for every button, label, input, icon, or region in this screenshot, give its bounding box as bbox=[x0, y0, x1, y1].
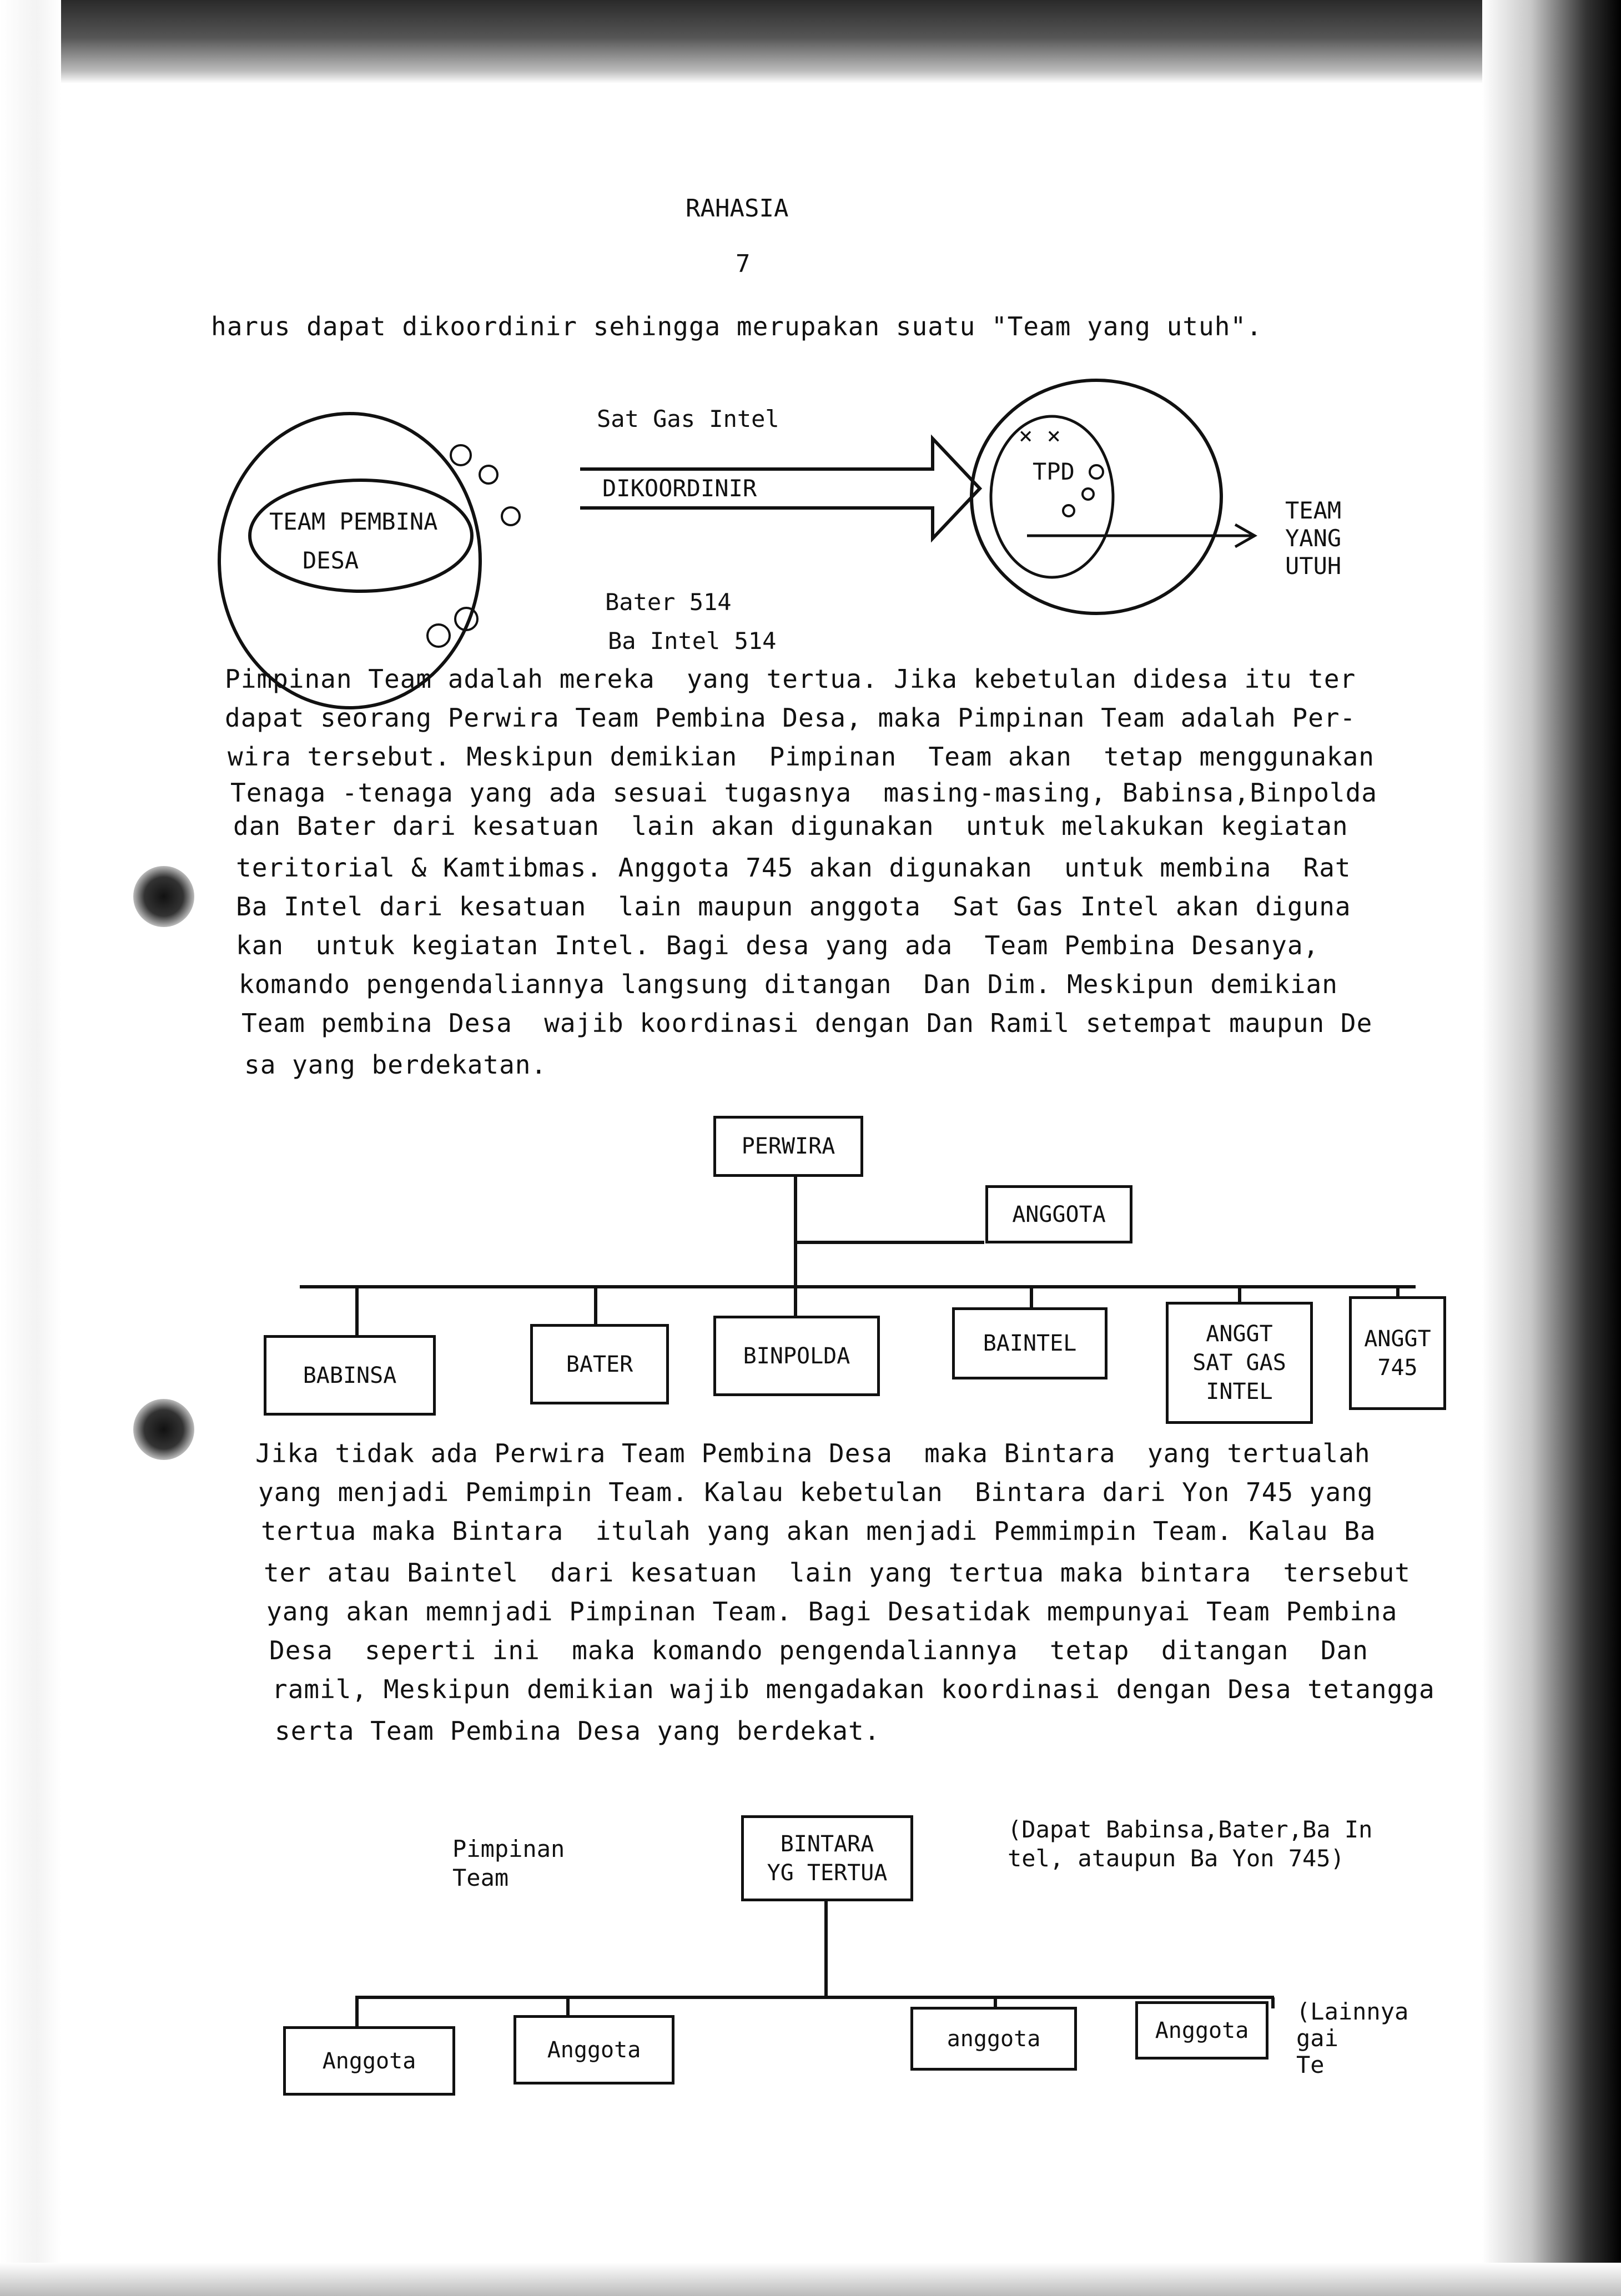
diagram1-left-label-1: TEAM PEMBINA bbox=[269, 508, 438, 535]
diagram1-crosses: × × bbox=[1019, 422, 1061, 449]
org1-child-box: BABINSA bbox=[264, 1335, 436, 1416]
org2-child-box: anggota bbox=[910, 2007, 1077, 2071]
org1-child-box: BAINTEL bbox=[952, 1307, 1107, 1379]
org2-left-label: Pimpinan Team bbox=[452, 1835, 565, 1891]
org2-child-box: Anggota bbox=[1135, 2001, 1268, 2060]
org1-connector bbox=[355, 1287, 359, 1337]
diagram1-arrow-label-top: Sat Gas Intel bbox=[597, 405, 779, 432]
paragraph1-line: wira tersebut. Meskipun demikian Pimpinan Team akan tetap menggunakan bbox=[228, 742, 1375, 772]
diagram1-arrow-label-inner: DIKOORDINIR bbox=[602, 475, 757, 502]
org2-connector bbox=[355, 1996, 1274, 1999]
org1-child-box: ANGGT SAT GAS INTEL bbox=[1166, 1302, 1313, 1424]
paragraph1-line: Ba Intel dari kesatuan lain maupun anggota Sat Gas Intel akan diguna bbox=[236, 892, 1351, 922]
paragraph1-line: Team pembina Desa wajib koordinasi dengan Dan Ramil setempat maupun De bbox=[241, 1008, 1373, 1038]
org1-child-box: BINPOLDA bbox=[713, 1316, 880, 1396]
paragraph2-line: ter atau Baintel dari kesatuan lain yang tertua maka bintara tersebut bbox=[264, 1558, 1411, 1588]
paragraph1-line: dan Bater dari kesatuan lain akan digunakan untuk melakukan kegiatan bbox=[233, 811, 1348, 841]
org1-connector bbox=[796, 1241, 984, 1244]
paragraph1-line: teritorial & Kamtibmas. Anggota 745 akan digunakan untuk membina Rat bbox=[236, 853, 1351, 883]
page-number: 7 bbox=[736, 250, 751, 278]
org2-connector bbox=[824, 1901, 828, 1998]
paragraph2-line: Desa seperti ini maka komando pengendaliannya tetap ditangan Dan bbox=[269, 1635, 1368, 1665]
paragraph2-line: yang akan memnjadi Pimpinan Team. Bagi Desatidak mempunyai Team Pembina bbox=[266, 1597, 1398, 1627]
diagram1-result-label-1: TEAM bbox=[1285, 497, 1342, 524]
org1-anggota-box: ANGGOTA bbox=[985, 1185, 1132, 1243]
org1-connector bbox=[594, 1287, 597, 1326]
paragraph2-line: ramil, Meskipun demikian wajib mengadakan koordinasi dengan Desa tetangga bbox=[272, 1674, 1435, 1704]
org1-connector bbox=[300, 1285, 1416, 1288]
classification-header: RAHASIA bbox=[686, 194, 789, 223]
paragraph2-line: Jika tidak ada Perwira Team Pembina Desa maka Bintara yang tertualah bbox=[255, 1438, 1371, 1468]
intro-line: harus dapat dikoordinir sehingga merupakan suatu "Team yang utuh". bbox=[211, 311, 1262, 341]
diagram1-result-label-2: YANG bbox=[1285, 525, 1342, 552]
paragraph1-line: kan untuk kegiatan Intel. Bagi desa yang ada Team Pembina Desanya, bbox=[236, 930, 1320, 960]
org2-connector bbox=[355, 1997, 359, 2028]
diagram1-under-label-1: Bater 514 bbox=[605, 588, 732, 616]
org2-child-box: Anggota bbox=[514, 2015, 674, 2084]
org1-connector bbox=[794, 1287, 797, 1317]
org1-connector bbox=[1238, 1287, 1241, 1303]
paragraph1-line: sa yang berdekatan. bbox=[244, 1050, 547, 1080]
org1-child-box: ANGGT 745 bbox=[1349, 1296, 1446, 1410]
org2-note: (Dapat Babinsa,Bater,Ba In tel, ataupun Ba Yon 745) bbox=[1008, 1816, 1373, 1872]
paragraph2-line: serta Team Pembina Desa yang berdekat. bbox=[275, 1716, 880, 1746]
diagram1-left-label-2: DESA bbox=[303, 547, 359, 574]
org1-child-box: BATER bbox=[530, 1324, 669, 1404]
org1-perwira-box: PERWIRA bbox=[713, 1116, 863, 1177]
paragraph2-line: yang menjadi Pemimpin Team. Kalau kebetulan Bintara dari Yon 745 yang bbox=[258, 1477, 1373, 1507]
diagram1-under-label-2: Ba Intel 514 bbox=[608, 627, 777, 654]
paragraph1-line: dapat seorang Perwira Team Pembina Desa, maka Pimpinan Team adalah Per- bbox=[225, 703, 1356, 733]
paragraph1-line: Pimpinan Team adalah mereka yang tertua. Jika kebetulan didesa itu ter bbox=[225, 664, 1356, 694]
diagram1-right-label: TPD bbox=[1033, 458, 1075, 485]
diagram1-result-label-3: UTUH bbox=[1285, 552, 1342, 580]
paragraph1-line: komando pengendaliannya langsung ditangan Dan Dim. Meskipun demikian bbox=[239, 969, 1338, 999]
org2-connector bbox=[1271, 1997, 1275, 2008]
org2-bintara-box: BINTARA YG TERTUA bbox=[741, 1815, 913, 1901]
org1-connector bbox=[794, 1177, 797, 1291]
org2-trailing-note: (Lainnya gai Te bbox=[1296, 1998, 1409, 2078]
org2-child-box: Anggota bbox=[283, 2026, 455, 2096]
paragraph1-line: Tenaga -tenaga yang ada sesuai tugasnya masing-masing, Babinsa,Binpolda bbox=[230, 778, 1377, 808]
paragraph2-line: tertua maka Bintara itulah yang akan menjadi Pemmimpin Team. Kalau Ba bbox=[261, 1516, 1376, 1546]
